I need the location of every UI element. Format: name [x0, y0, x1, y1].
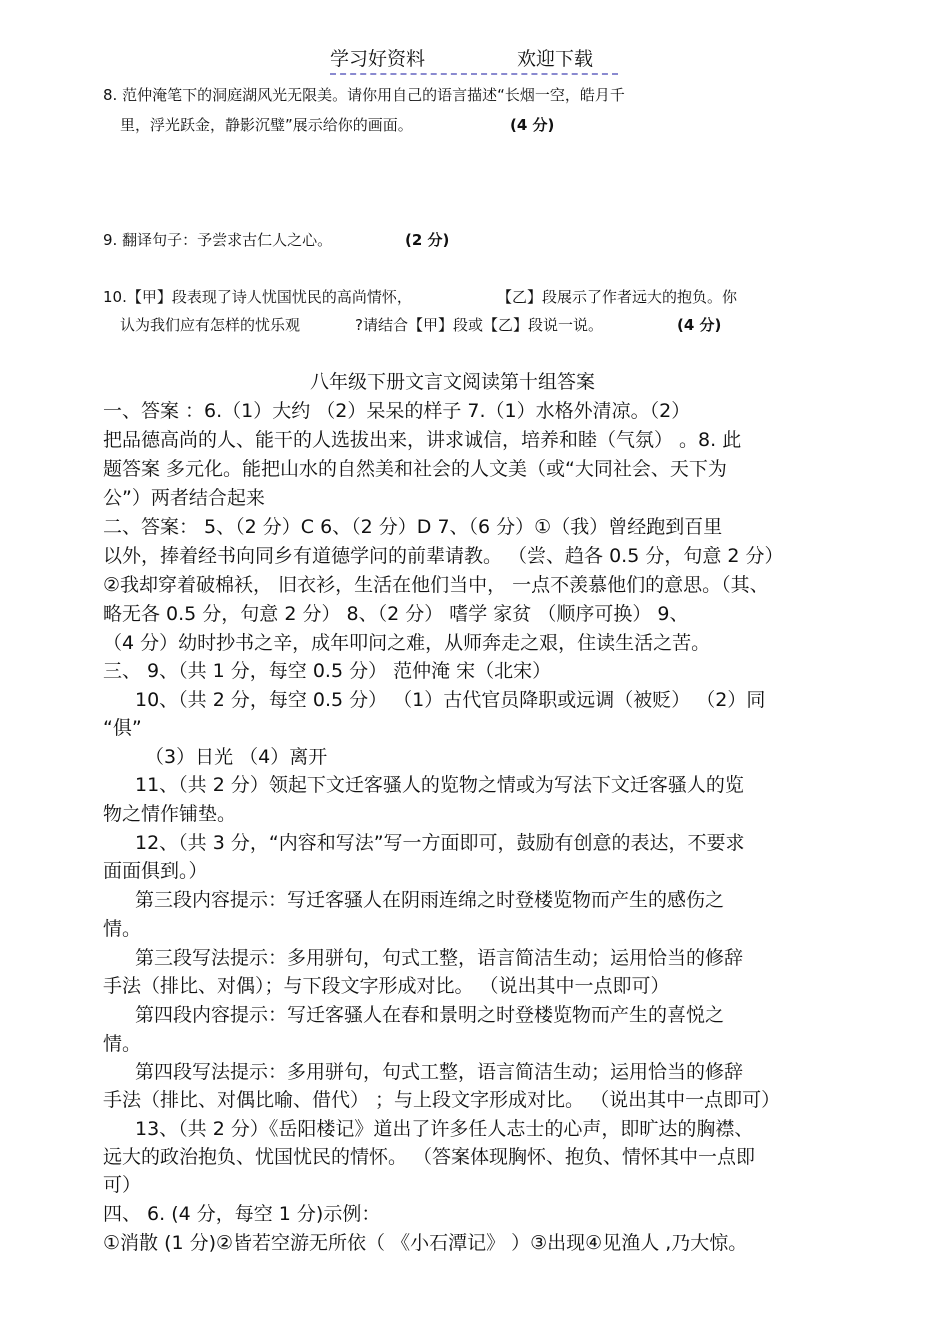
answer-line: 面面俱到。）	[103, 860, 208, 882]
question-10-line-2b: ?请结合【甲】段或【乙】段说一说。	[355, 316, 603, 334]
answer-line: “俱”	[103, 717, 142, 739]
answer-line: 三、 9、（共 1 分，每空 0.5 分） 范仲淹 宋（北宋）	[103, 660, 552, 682]
question-10-line-2a: 认为我们应有怎样的忧乐观	[120, 316, 301, 334]
answer-line: 第四段写法提示：多用骈句，句式工整，语言简洁生动；运用恰当的修辞	[135, 1061, 744, 1083]
answer-line: 四、 6. (4 分，每空 1 分)示例：	[103, 1203, 381, 1225]
answer-line: 13、（共 2 分）《岳阳楼记》道出了许多任人志士的心声，即旷达的胸襟、	[135, 1118, 754, 1140]
question-8-line-2: 里，浮光跃金，静影沉璧”展示给你的画面。	[120, 116, 413, 134]
answer-line: 情。	[103, 918, 142, 940]
answer-line: 二、答案： 5、（2 分）C 6、（2 分）D 7、（6 分）①（我）曾经跑到百里	[103, 516, 723, 538]
answer-line: 10、（共 2 分，每空 0.5 分） （1）古代官员降职或远调（被贬） （2）同	[135, 689, 766, 711]
question-9-line: 9. 翻译句子：予尝求古仁人之心。	[103, 231, 333, 249]
question-10-line-1b: 【乙】段展示了作者远大的抱负。你	[497, 288, 738, 306]
answer-line: 以外，捧着经书向同乡有道德学问的前辈请教。 （尝、趋各 0.5 分，句意 2 分）	[103, 545, 784, 567]
answer-line: ②我却穿着破棉袄， 旧衣衫，生活在他们当中， 一点不羡慕他们的意思。（其、	[103, 574, 769, 596]
answer-line: 物之情作铺垫。	[103, 803, 237, 825]
answer-line: 11、（共 2 分）领起下文迁客骚人的览物之情或为写法下文迁客骚人的览	[135, 774, 744, 796]
answer-line: 题答案 多元化。能把山水的自然美和社会的人文美（或“大同社会、天下为	[103, 458, 727, 480]
answer-line: （4 分）幼时抄书之辛，成年叩问之难，从师奔走之艰，住读生活之苦。	[103, 632, 711, 654]
answer-line: 把品德高尚的人、能干的人选拔出来，讲求诚信，培养和睦（气氛） 。8. 此	[103, 429, 742, 451]
question-10-line-1a: 10.【甲】段表现了诗人忧国忧民的高尚情怀，	[103, 288, 412, 306]
answer-line: 手法（排比、对偶）；与下段文字形成对比。 （说出其中一点即可）	[103, 975, 670, 997]
answer-line: 略无各 0.5 分，句意 2 分） 8、（2 分） 嗜学 家贫 （顺序可换） 9、	[103, 603, 689, 625]
answer-line: 第三段写法提示：多用骈句，句式工整，语言简洁生动；运用恰当的修辞	[135, 947, 744, 969]
answers-title: 八年级下册文言文阅读第十组答案	[310, 371, 596, 393]
answer-line: ①消散 (1 分)②皆若空游无所依（ 《小石潭记》 ）③出现④见渔人 ,乃大惊。	[103, 1232, 748, 1254]
answer-line: 一、答案 ：6.（1）大约 （2）呆呆的样子 7.（1）水格外清凉。（2）	[103, 400, 691, 422]
header-left-text: 学习好资料	[330, 48, 426, 70]
answer-line: 第四段内容提示：写迁客骚人在春和景明之时登楼览物而产生的喜悦之	[135, 1004, 725, 1026]
page-header	[330, 50, 593, 69]
header-underline	[330, 73, 618, 75]
answer-line: 公”）两者结合起来	[103, 487, 265, 509]
header-right-text: 欢迎下载	[517, 48, 594, 70]
question-9-score: (2 分)	[405, 231, 450, 249]
answer-line: 第三段内容提示：写迁客骚人在阴雨连绵之时登楼览物而产生的感伤之	[135, 889, 725, 911]
answer-line: 可）	[103, 1174, 142, 1196]
question-8-line-1: 8. 范仲淹笔下的洞庭湖风光无限美。请你用自己的语言描述“长烟一空，皓月千	[103, 86, 625, 104]
answer-line: 手法（排比、对偶比喻、借代） ；与上段文字形成对比。 （说出其中一点即可）	[103, 1089, 781, 1111]
answer-line: 远大的政治抱负、忧国忧民的情怀。 （答案体现胸怀、抱负、情怀其中一点即	[103, 1146, 756, 1168]
answer-line: （3）日光 （4）离开	[145, 746, 328, 768]
answer-line: 情。	[103, 1033, 142, 1055]
question-10-score: (4 分)	[677, 316, 722, 334]
answer-line: 12、（共 3 分，“内容和写法”写一方面即可，鼓励有创意的表达，不要求	[135, 832, 745, 854]
question-8-score: (4 分)	[510, 116, 555, 134]
